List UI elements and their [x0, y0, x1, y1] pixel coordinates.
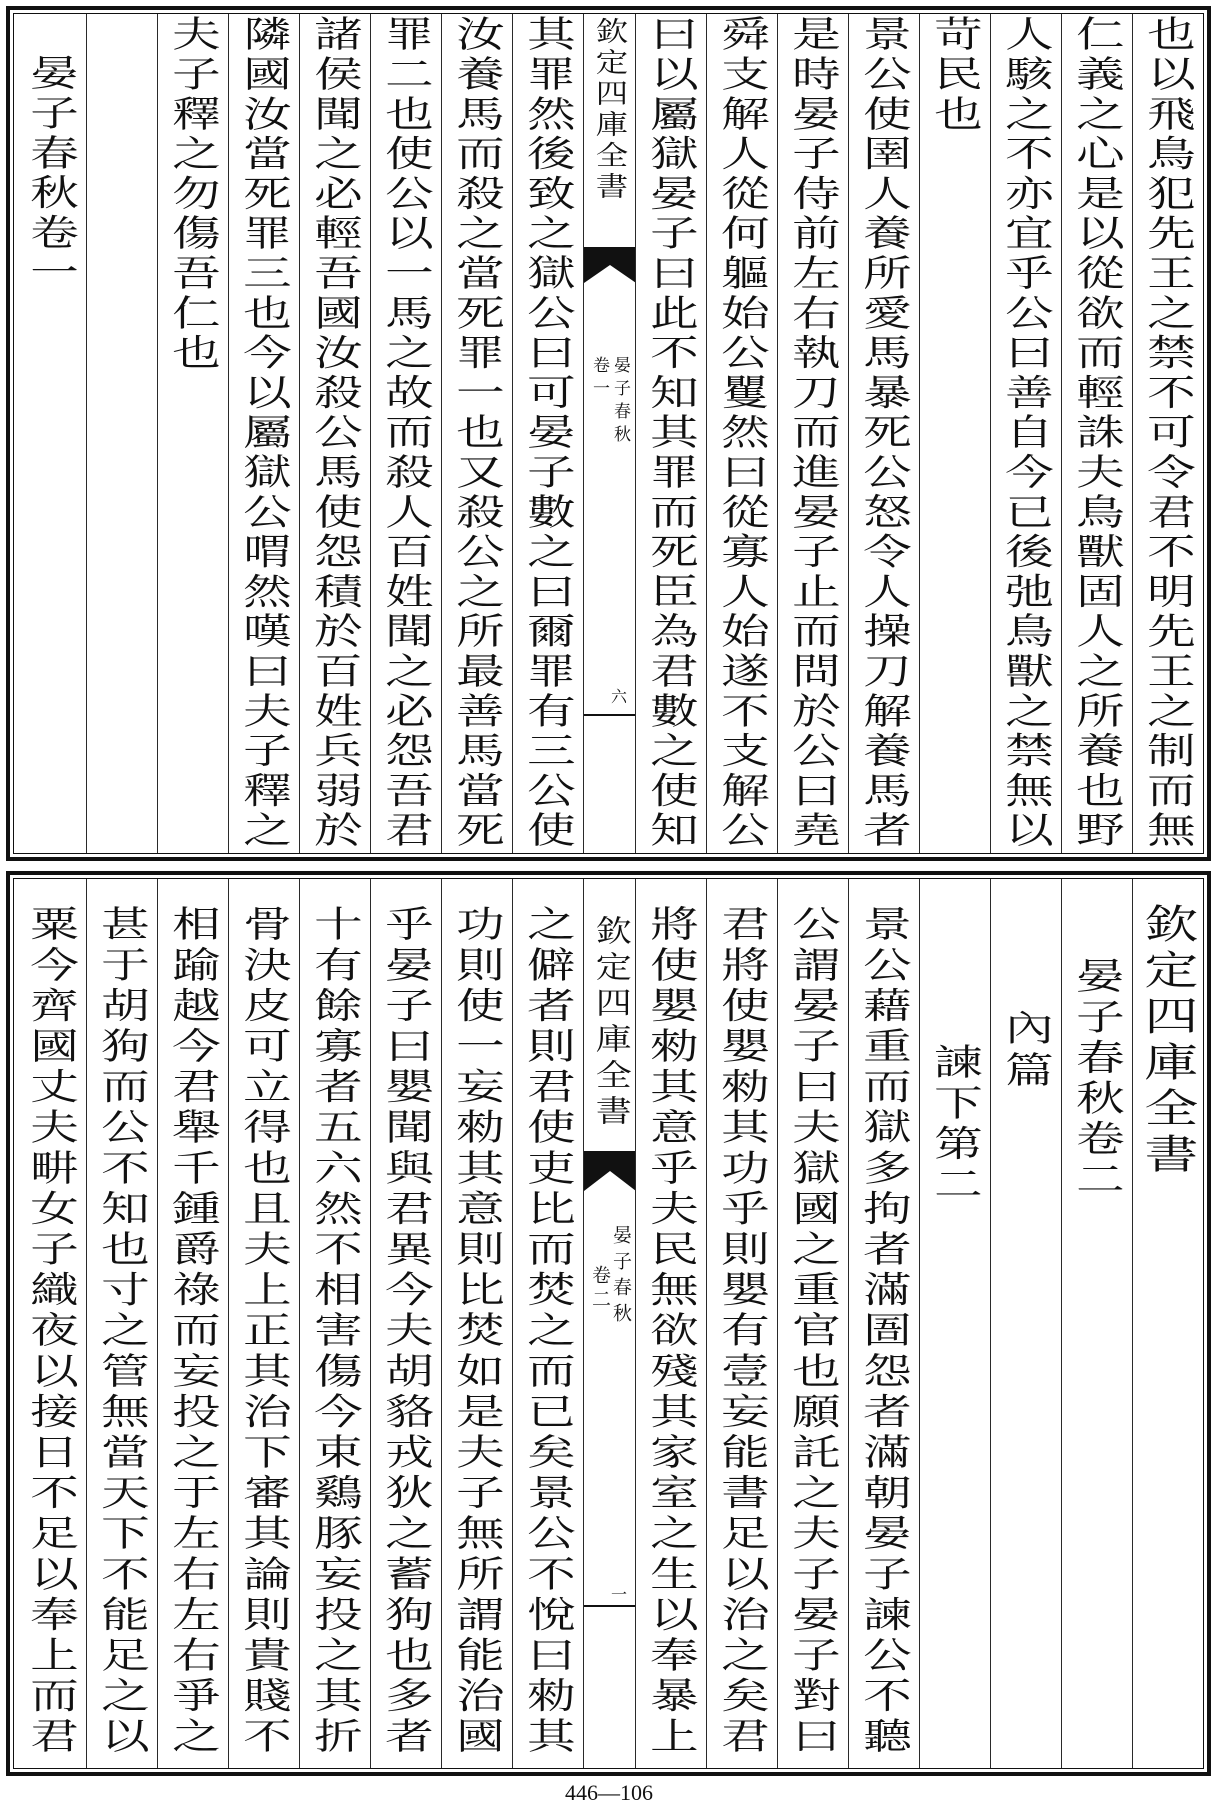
bottom-page-panel: [6, 871, 1211, 1776]
column-text: 相踰越今君舉千鍾爵祿而妄投之于左右左右爭之: [166, 905, 220, 1758]
fishtail-mark: [584, 1151, 635, 1191]
volume-end-column: [15, 14, 86, 853]
center-volume-label: 卷一: [590, 356, 609, 402]
text-column: [370, 14, 441, 853]
text-column: [1132, 14, 1203, 853]
text-column: [848, 879, 919, 1768]
center-leaf-number: 一: [610, 1587, 627, 1604]
text-column: [706, 879, 777, 1768]
column-text: 苛民也: [928, 15, 982, 135]
text-column: [86, 879, 157, 1768]
text-column: [228, 14, 299, 853]
column-text: 景公使圉人養所愛馬暴死公怒令人操刀解養馬者: [857, 15, 911, 851]
column-text: 十有餘寡者五六然不相害傷今束鷄豚妄投之其折: [308, 905, 362, 1758]
column-text: 是時晏子侍前左右執刀而進晏子止而問於公曰堯: [786, 15, 840, 851]
column-text: 骨決皮可立得也且夫上正其治下審其論則貴賤不: [237, 905, 291, 1758]
column-text: 也以飛鳥犯先王之禁不可令君不明先王之制而無: [1141, 15, 1195, 851]
column-text: 粟今齊國丈夫畊女子織夜以接日不足以奉上而君: [24, 905, 79, 1758]
text-column: [299, 14, 370, 853]
text-column: [1061, 14, 1132, 853]
column-text: 人駭之不亦宜乎公曰善自今已後弛鳥獸之禁無以: [999, 15, 1053, 851]
column-text: 甚于胡狗而公不知也寸之管無當天下不能足之以: [95, 905, 149, 1758]
center-volume-label: 卷二: [589, 1265, 610, 1313]
top-page-columns: [13, 13, 1204, 854]
text-column: [919, 14, 990, 853]
book-title-column: [1061, 879, 1132, 1768]
center-book-title: 晏子春秋: [610, 1225, 631, 1329]
chapter-column: [919, 879, 990, 1768]
column-text: 公謂晏子曰夫獄國之重官也願託之夫子晏子對曰: [786, 905, 840, 1758]
page-center-column: [583, 14, 635, 853]
text-column: [777, 14, 848, 853]
column-text: 隣國汝當死罪三也今以屬獄公喟然嘆曰夫子釋之: [237, 15, 291, 851]
volume-end-title: 晏子春秋卷一: [24, 54, 79, 293]
center-leaf-number: 六: [610, 689, 627, 706]
column-text: 汝養馬而殺之當死罪一也又殺公之所最善馬當死: [450, 15, 504, 851]
column-text: 夫子釋之勿傷吾仁也: [166, 15, 220, 374]
column-text: 將使嬰勑其意乎夫民無欲殘其家室之生以奉暴上: [644, 905, 698, 1758]
text-column: [512, 879, 583, 1768]
bottom-page-columns: [13, 878, 1204, 1769]
center-book-title: 晏子春秋: [611, 356, 630, 448]
column-text: 罪二也使公以一馬之故而殺人百姓聞之必怨吾君: [379, 15, 433, 851]
text-column: [706, 14, 777, 853]
column-text: 功則使一妄勑其意則比焚如是夫子無所謂能治國: [450, 905, 504, 1758]
text-column: [15, 879, 86, 1768]
text-column: [635, 879, 706, 1768]
text-column: [635, 14, 706, 853]
column-text: 景公藉重而獄多拘者滿圄怨者滿朝晏子諫公不聽: [857, 905, 911, 1758]
section-column: [990, 879, 1061, 1768]
section-title: 內篇: [999, 1009, 1053, 1093]
center-collection-title: 欽定四庫全書: [589, 915, 630, 1131]
text-column: [157, 14, 228, 853]
column-text: 舜支解人從何軀始公矍然曰從寡人始遂不支解公: [715, 15, 769, 851]
text-column: [441, 879, 512, 1768]
column-text: 君將使嬰勑其功乎則嬰有壹妄能書足以治之矣君: [715, 905, 769, 1758]
column-text: 之僻者則君使吏比而焚之而已矣景公不悅曰勑其: [521, 905, 575, 1758]
book-title: 晏子春秋卷二: [1070, 957, 1124, 1201]
collection-title: 欽定四庫全書: [1136, 903, 1198, 1179]
text-column: [228, 879, 299, 1768]
page-center-column: [583, 879, 635, 1768]
text-column: [777, 879, 848, 1768]
text-column: [990, 14, 1061, 853]
fishtail-mark: [584, 247, 635, 283]
chapter-title: 諫下第二: [928, 1043, 982, 1206]
text-column: [848, 14, 919, 853]
empty-column: [86, 14, 157, 853]
text-column: [157, 879, 228, 1768]
center-divider-line: [584, 714, 635, 716]
page-number: 446—106: [565, 1780, 653, 1805]
text-column: [512, 14, 583, 853]
top-page-panel: [6, 6, 1211, 861]
text-column: [370, 879, 441, 1768]
column-text: 諸侯聞之必輕吾國汝殺公馬使怨積於百姓兵弱於: [308, 15, 362, 851]
column-text: 乎晏子曰嬰聞與君異今夫胡貉戎狄之蓄狗也多者: [379, 905, 433, 1758]
collection-title-column: [1132, 879, 1203, 1768]
column-text: 曰以屬獄晏子曰此不知其罪而死臣為君數之使知: [644, 15, 698, 851]
column-text: 其罪然後致之獄公曰可晏子數之曰爾罪有三公使: [521, 15, 575, 851]
center-collection-title: 欽定四庫全書: [590, 17, 627, 203]
center-divider-line: [584, 1605, 635, 1607]
text-column: [441, 14, 512, 853]
column-text: 仁義之心是以從欲而輕誅夫鳥獸固人之所養也野: [1070, 15, 1124, 851]
text-column: [299, 879, 370, 1768]
